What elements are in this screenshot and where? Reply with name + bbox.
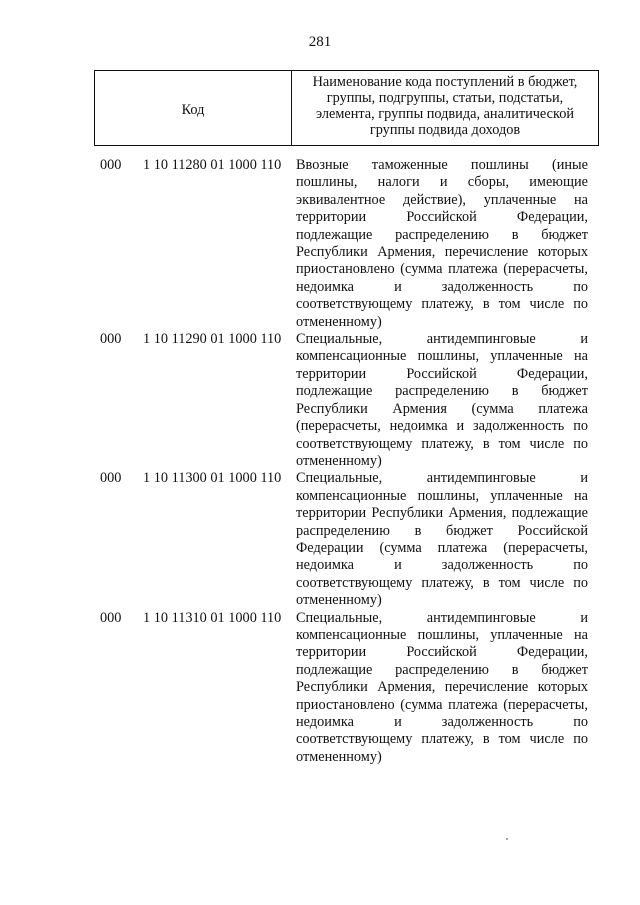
- code-table-body: [100, 157, 590, 766]
- admin-code: 000: [100, 609, 122, 626]
- admin-code: 000: [100, 331, 122, 348]
- income-description: Специальные, антидемпинговые и компенсационные пошлины, уплаченные на территории Республики Армения, подлежащие распределению в бюджет Российской Федерации (сумма платежа (перерасчеты, недоимка и задолженность по соответствующему платежу, в том числе по отмененному): [296, 470, 588, 609]
- income-description: Специальные, антидемпинговые и компенсационные пошлины, уплаченные на территории Российской Федерации, подлежащие распределению в бюджет Республики Армения (сумма платежа (перерасчеты, недоимка и задолженность по соответствующему платежу, в том числе по отмененному): [296, 331, 588, 469]
- income-code: 1 10 11290 01 1000 110: [143, 331, 282, 348]
- income-code: 1 10 11300 01 1000 110: [143, 470, 282, 487]
- admin-code: 000: [100, 157, 122, 173]
- income-code: 1 10 11280 01 1000 110: [143, 157, 282, 173]
- column-header-name: Наименование кода поступлений в бюджет, группы, подгруппы, статьи, подстатьи, элемента, группы подвида, аналитической группы подвида доходов: [292, 71, 599, 146]
- scan-speck: [506, 838, 508, 840]
- admin-code: 000: [100, 470, 122, 487]
- income-code: 1 10 11310 01 1000 110: [143, 609, 282, 626]
- page-number: 281: [308, 34, 332, 50]
- table-row: [100, 610, 590, 767]
- column-header-code: Код: [95, 71, 292, 146]
- table-row: [100, 470, 590, 609]
- table-row: [100, 331, 590, 470]
- income-description: Ввозные таможенные пошлины (иные пошлины, налоги и сборы, имеющие эквивалентное действие), уплаченные на территории Российской Федерации, подлежащие распределению в бюджет Республики Армения, перечисление которых приостановлено (сумма платежа (перерасчеты, недоимка и задолженность по соответствующему платежу, в том числе по отмененному): [296, 157, 588, 330]
- table-row: [100, 157, 590, 331]
- table-header: [94, 70, 599, 146]
- income-description: Специальные, антидемпинговые и компенсационные пошлины, уплаченные на территории Российской Федерации, подлежащие распределению в бюджет Республики Армения, перечисление которых приостановлено (сумма платежа (перерасчеты, недоимка и задолженность по соответствующему платежу, в том числе по отмененному): [296, 609, 588, 765]
